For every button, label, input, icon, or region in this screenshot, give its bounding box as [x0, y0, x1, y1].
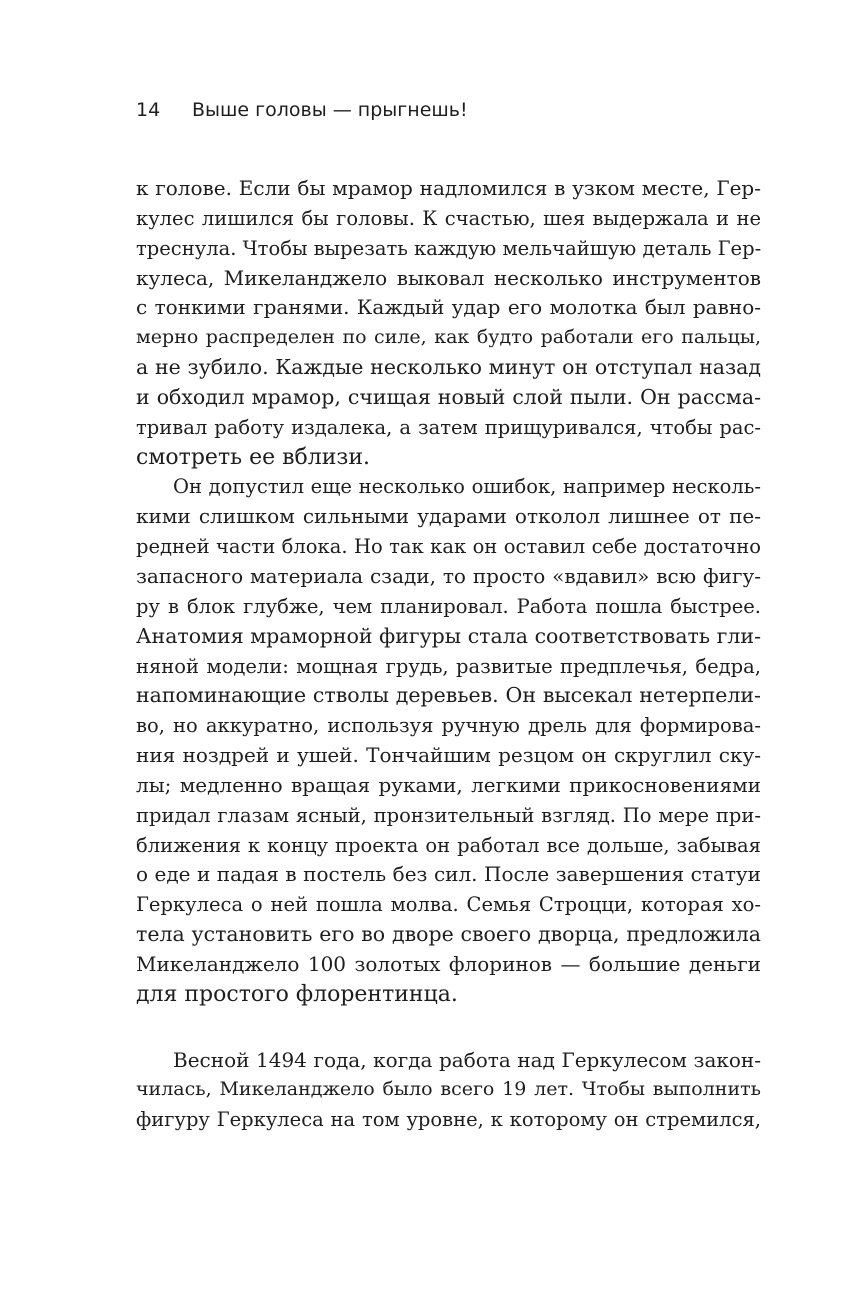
paragraph: [136, 472, 761, 1009]
text-line: смотреть ее вблизи.: [136, 444, 371, 470]
text-line: придал глазам ясный, пронзительный взгляд. По мере при-: [136, 803, 761, 827]
text-line: кими слишком сильными ударами отколол лишнее от пе-: [136, 504, 761, 529]
text-line: Геркулеса о ней пошла молва. Семья Строцци, которая хо-: [136, 893, 761, 917]
text-line: к голове. Если бы мрамор надломился в узком месте, Гер-: [136, 176, 761, 200]
text-line: чилась, Микеланджело было всего 19 лет. Чтобы выполнить: [136, 1078, 761, 1101]
text-line: запасного материала сзади, то просто «вдавил» всю фигу-: [136, 563, 761, 588]
text-line: ния ноздрей и ушей. Тончайшим резцом он скруглил ску-: [136, 743, 761, 768]
text-line: напоминающие стволы деревьев. Он высекал нетерпели-: [136, 683, 761, 708]
text-line: о еде и падая в постель без сил. После завершения статуи: [136, 862, 761, 887]
text-line: няной модели: мощная грудь, развитые предплечья, бедра,: [136, 654, 761, 678]
text-line: и обходил мрамор, счищая новый слой пыли. Он рассма-: [136, 384, 761, 409]
text-line: с тонкими гранями. Каждый удар его молотка был равно-: [136, 295, 761, 320]
text-line: для простого флорентинца.: [136, 981, 458, 1007]
text-line: кулес лишился бы головы. К счастью, шея выдержала и не: [136, 206, 761, 230]
section-break: [136, 1010, 761, 1046]
text-line: лы; медленно вращая руками, легкими прикосновениями: [136, 772, 761, 797]
page-number: 14: [136, 99, 161, 121]
text-line: а не зубило. Каждые несколько минут он отступал назад: [136, 355, 761, 380]
paragraph: [136, 174, 761, 472]
text-line: кулеса, Микеланджело выковал несколько инструментов: [136, 265, 761, 290]
running-head: [136, 96, 468, 124]
text-line: Весной 1494 года, когда работа над Геркулесом закон-: [173, 1047, 761, 1072]
text-line: мерно распределен по силе, как будто работали его пальцы,: [136, 326, 761, 349]
running-title: Выше головы — прыгнешь!: [192, 99, 468, 121]
paragraph: [136, 1046, 761, 1136]
text-line: Анатомия мраморной фигуры стала соответствовать гли-: [136, 623, 761, 648]
text-line: ру в блок глубже, чем планировал. Работа пошла быстрее.: [136, 594, 761, 618]
text-line: во, но аккуратно, используя ручную дрель для формирова-: [136, 714, 761, 738]
text-line: тривал работу издалека, а затем прищуривался, чтобы рас-: [136, 415, 761, 439]
text-line: тела установить его во дворе своего дворца, предложила: [136, 922, 761, 947]
text-line: редней части блока. Но так как он оставил себе достаточно: [136, 535, 761, 559]
text-line: Он допустил еще несколько ошибок, например несколь-: [173, 475, 761, 499]
text-line: треснула. Чтобы вырезать каждую мельчайшую деталь Гер-: [136, 236, 762, 260]
body-text: [136, 174, 761, 1135]
text-line: ближения к концу проекта он работал все дольше, забывая: [136, 833, 761, 857]
text-line: фигуру Геркулеса на том уровне, к которому он стремился,: [136, 1108, 761, 1132]
text-line: Микеланджело 100 золотых флоринов — большие деньги: [136, 951, 761, 976]
